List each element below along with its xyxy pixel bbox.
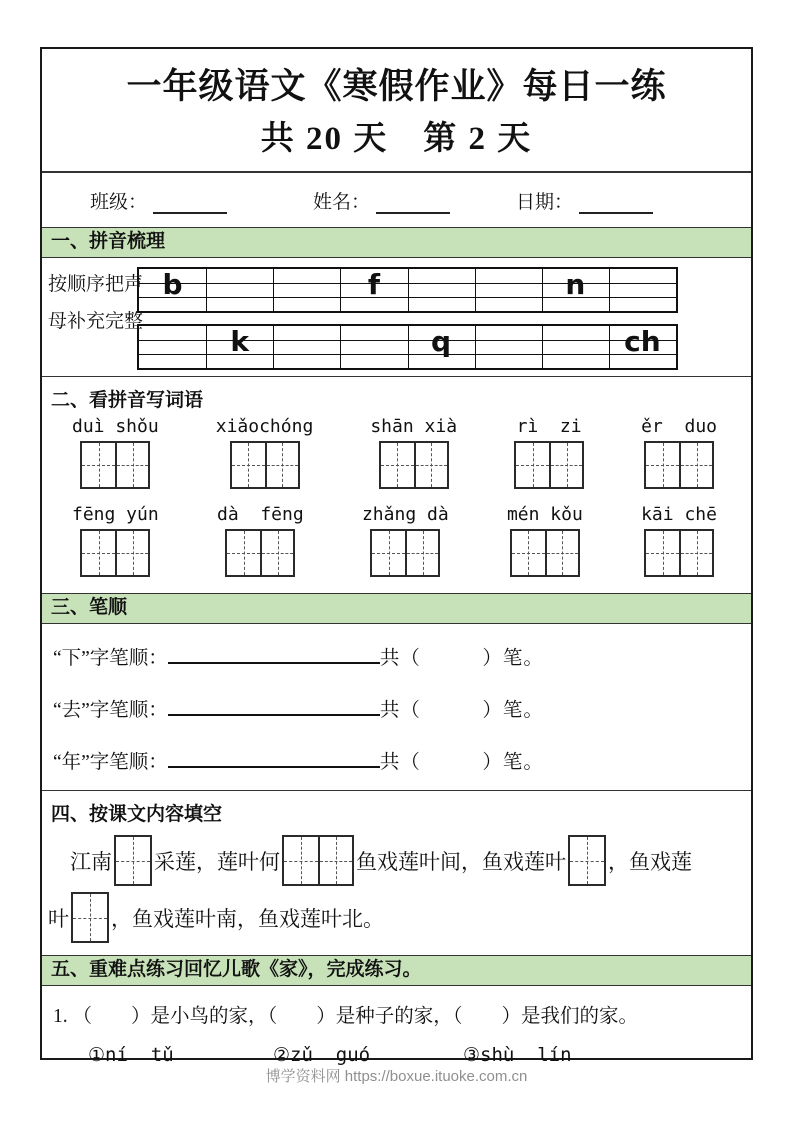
- word-item: [216, 416, 314, 489]
- stroke-count-blank: 共（ ）笔。: [379, 648, 544, 669]
- instruction-line2: 母补充完整: [48, 311, 144, 332]
- word-item: [72, 504, 159, 577]
- writing-grid[interactable]: [644, 441, 714, 489]
- pinyin-label: xiǎochóng: [215, 416, 314, 437]
- stroke-order-row: [42, 746, 751, 774]
- grid-line: [273, 326, 274, 368]
- footer-watermark: 博学资料网 https://boxue.ituoke.com.cn: [265, 1068, 528, 1085]
- options-row: [42, 1044, 751, 1066]
- word-item: [514, 416, 584, 489]
- fill-box[interactable]: [71, 892, 109, 943]
- writing-cell[interactable]: [646, 443, 679, 487]
- grid-line: [475, 269, 476, 311]
- pinyin-label: kāi chē: [641, 504, 717, 525]
- pinyin-letter: ch: [624, 325, 661, 359]
- class-label: 班级：: [90, 191, 148, 213]
- word-item: [72, 416, 159, 489]
- pinyin-label: duì shǒu: [72, 416, 159, 437]
- passage-text: 叶: [48, 906, 69, 931]
- writing-cell[interactable]: [73, 894, 107, 941]
- writing-cell[interactable]: [116, 837, 150, 884]
- writing-cell[interactable]: [516, 443, 549, 487]
- pinyin-label: shān xià: [370, 416, 458, 437]
- stroke-prompt: “去”字笔顺：: [53, 700, 168, 721]
- writing-cell[interactable]: [679, 443, 712, 487]
- word-item: [641, 504, 717, 577]
- date-blank-line[interactable]: [579, 194, 653, 214]
- grid-line: [542, 326, 543, 368]
- word-item: [507, 504, 583, 577]
- grid-line: [273, 269, 274, 311]
- student-info-row: [42, 173, 751, 227]
- name-label: 姓名：: [313, 191, 371, 213]
- writing-grid[interactable]: [514, 441, 584, 489]
- writing-cell[interactable]: [115, 443, 148, 487]
- stroke-answer-line[interactable]: [168, 698, 380, 716]
- title-block: [42, 49, 751, 173]
- writing-cell[interactable]: [227, 531, 260, 575]
- passage-text: 鱼戏莲叶间，鱼戏莲叶: [356, 849, 566, 874]
- pinyin-letter: f: [367, 268, 381, 302]
- stroke-count-blank: 共（ ）笔。: [379, 700, 544, 721]
- word-row-2: [42, 502, 751, 593]
- writing-cell[interactable]: [512, 531, 545, 575]
- writing-cell[interactable]: [414, 443, 447, 487]
- stroke-answer-line[interactable]: [168, 646, 380, 664]
- pinyin-four-line-grid-1[interactable]: [137, 267, 678, 313]
- word-item: [217, 504, 304, 577]
- writing-cell[interactable]: [549, 443, 582, 487]
- writing-grid[interactable]: [510, 529, 580, 577]
- word-item: [641, 416, 717, 489]
- writing-cell[interactable]: [265, 443, 298, 487]
- writing-cell[interactable]: [284, 837, 318, 884]
- writing-cell[interactable]: [115, 531, 148, 575]
- grid-line: [475, 326, 476, 368]
- fill-box-double[interactable]: [282, 835, 354, 886]
- stroke-prompt: “年”字笔顺：: [53, 752, 168, 773]
- writing-cell[interactable]: [232, 443, 265, 487]
- pinyin-letter: b: [162, 268, 183, 302]
- word-row-1: [42, 414, 751, 489]
- grid-line: [609, 269, 610, 311]
- instruction-line1: 按顺序把声: [48, 274, 144, 295]
- stroke-answer-line[interactable]: [168, 750, 380, 768]
- date-label: 日期：: [516, 191, 574, 213]
- page-subtitle: 共 20 天 第 2 天: [260, 121, 533, 157]
- fill-box[interactable]: [568, 835, 606, 886]
- option-1: ①ní tǔ: [88, 1044, 174, 1066]
- pinyin-label: mén kǒu: [506, 504, 583, 525]
- writing-cell[interactable]: [679, 531, 712, 575]
- fill-box[interactable]: [114, 835, 152, 886]
- pinyin-four-line-grid-2[interactable]: [137, 324, 678, 370]
- pinyin-letter: k: [230, 325, 249, 359]
- writing-cell[interactable]: [260, 531, 293, 575]
- pinyin-letter: n: [565, 268, 586, 302]
- writing-grid[interactable]: [644, 529, 714, 577]
- passage-text: ，鱼戏莲: [608, 849, 692, 874]
- grid-line: [206, 269, 207, 311]
- writing-grid[interactable]: [230, 441, 300, 489]
- writing-cell[interactable]: [381, 443, 414, 487]
- page-title: 一年级语文《寒假作业》每日一练: [126, 67, 667, 106]
- grid-line: [408, 269, 409, 311]
- name-blank-line[interactable]: [376, 194, 450, 214]
- option-2: ②zǔ guó: [273, 1044, 371, 1066]
- writing-cell[interactable]: [405, 531, 438, 575]
- passage-text: ，鱼戏莲叶南，鱼戏莲叶北。: [111, 906, 384, 931]
- pinyin-label: dà fēng: [216, 504, 304, 525]
- writing-cell[interactable]: [372, 531, 405, 575]
- passage-text: 采莲，莲叶何: [154, 849, 280, 874]
- option-3: ③shù lín: [463, 1044, 572, 1066]
- class-blank-line[interactable]: [153, 194, 227, 214]
- writing-cell[interactable]: [82, 443, 115, 487]
- writing-cell[interactable]: [545, 531, 578, 575]
- word-item: [370, 416, 457, 489]
- pinyin-label: zhǎng dà: [361, 504, 449, 525]
- section4-header: 四、按课文内容填空: [42, 790, 751, 828]
- section1-header: 一、拼音梳理: [42, 227, 751, 258]
- section3-header: 三、笔顺: [42, 593, 751, 624]
- section1-instruction: [48, 266, 143, 340]
- writing-cell[interactable]: [318, 837, 352, 884]
- stroke-order-row: [42, 694, 751, 722]
- pinyin-label: ěr duo: [641, 416, 717, 437]
- passage-line-2: [42, 892, 751, 943]
- writing-grid[interactable]: [370, 529, 440, 577]
- word-item: [362, 504, 449, 577]
- stroke-order-row: [42, 642, 751, 670]
- stroke-prompt: “下”字笔顺：: [53, 648, 168, 669]
- pinyin-label: fēng yún: [72, 504, 159, 525]
- writing-grid[interactable]: [225, 529, 295, 577]
- writing-grid[interactable]: [379, 441, 449, 489]
- writing-grid[interactable]: [80, 529, 150, 577]
- section5-header: 五、重难点练习回忆儿歌《家》，完成练习。: [42, 955, 751, 986]
- question-1: 1. （ ）是小鸟的家，（ ）是种子的家，（ ）是我们的家。: [53, 1006, 639, 1027]
- worksheet-page: [40, 47, 753, 1066]
- section2-header: 二、看拼音写词语: [42, 376, 751, 414]
- writing-cell[interactable]: [82, 531, 115, 575]
- writing-grid[interactable]: [80, 441, 150, 489]
- writing-cell[interactable]: [646, 531, 679, 575]
- passage-text: 江南: [70, 849, 112, 874]
- stroke-count-blank: 共（ ）笔。: [379, 752, 544, 773]
- name-field: [313, 187, 450, 214]
- class-field: [90, 187, 227, 214]
- passage-line-1: [42, 835, 751, 886]
- pinyin-letter: q: [431, 325, 452, 359]
- date-field: [516, 187, 653, 214]
- grid-line: [340, 326, 341, 368]
- pinyin-label: rì zi: [516, 416, 582, 437]
- writing-cell[interactable]: [570, 837, 604, 884]
- section1-content: [42, 258, 751, 376]
